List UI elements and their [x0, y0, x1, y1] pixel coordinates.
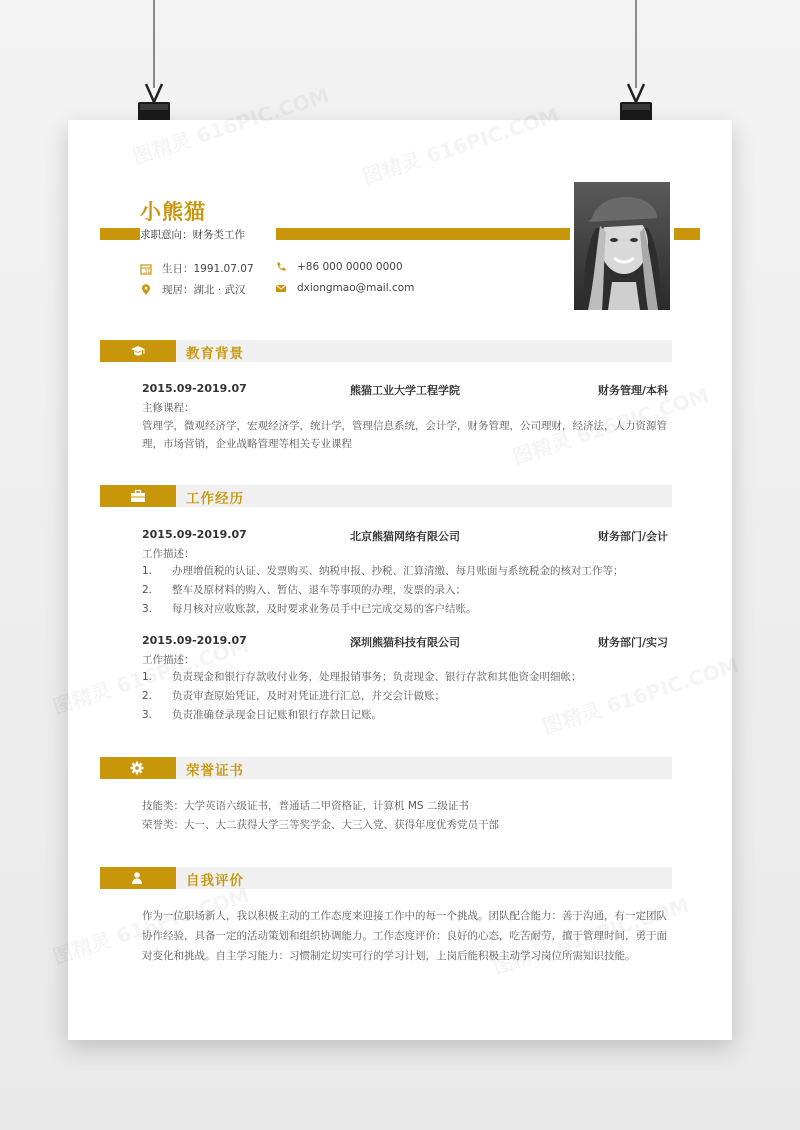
self-evaluation-text: 作为一位职场新人，我以积极主动的工作态度来迎接工作中的每一个挑战。团队配合能力：善于沟通，有一定团队协作经验，具备一定的活动策划和组织协调能力。工作态度评价：良好的心态，吃苦耐劳，擅于管理时间，勇于面对变化和挑战。自主学习能力：习惯制定切实可行的学习计划，上岗后能积极主动学习岗位所需知识技能。 [142, 910, 667, 962]
work-entry [142, 528, 668, 544]
section-tab [100, 757, 176, 779]
work-role: 财务部门/会计 [597, 530, 668, 543]
work-duty-list [142, 562, 676, 619]
work-date: 2015.09-2019.07 [142, 528, 247, 541]
section-header-work [100, 485, 672, 507]
svg-text:31: 31 [144, 268, 151, 275]
section-tab [100, 867, 176, 889]
location-pin-icon [140, 284, 152, 296]
mail-icon [275, 282, 287, 294]
list-text: 负责准确登录现金日记账和银行存款日记账。 [172, 709, 382, 721]
graduation-cap-icon [130, 344, 146, 358]
education-entry [142, 382, 668, 398]
list-item [142, 668, 676, 687]
calendar-icon [140, 263, 152, 275]
profile-photo [574, 182, 670, 310]
company-name: 深圳熊猫科技有限公司 [350, 636, 460, 649]
header-accent-bar [276, 228, 570, 240]
job-intent-label: 求职意向： [140, 229, 193, 241]
section-title: 工作经历 [186, 491, 244, 507]
list-number: 3. [142, 709, 153, 721]
list-item [142, 562, 676, 581]
section-header-self [100, 867, 672, 889]
section-title: 教育背景 [186, 346, 244, 362]
list-item [142, 600, 676, 619]
company-name: 北京熊猫网络有限公司 [350, 530, 460, 543]
course-label: 主修课程： [142, 402, 195, 414]
email-text: dxiongmao@mail.com [297, 282, 415, 294]
education-major: 财务管理/本科 [597, 384, 668, 397]
birth-text: 生日：1991.07.07 [162, 263, 254, 275]
list-text: 办理增值税的认证、发票购买、纳税申报、抄税、汇算清缴、每月账面与系统税金的核对工作等； [172, 565, 624, 577]
honor-awards: 荣誉类：大一、大二获得大学三等奖学金、大三入党、获得年度优秀党员干部 [142, 819, 499, 831]
list-number: 3. [142, 603, 153, 615]
hanging-string-right [635, 0, 637, 88]
work-role: 财务部门/实习 [597, 636, 668, 649]
phone-icon [275, 261, 287, 273]
briefcase-icon [130, 489, 146, 503]
header-accent-bar [100, 228, 140, 240]
residence-text: 现居：湖北 · 武汉 [162, 284, 246, 296]
list-item [142, 581, 676, 600]
hanging-string-left [153, 0, 155, 88]
phone-info [275, 261, 403, 273]
list-text: 每月核对应收账款，及时要求业务员手中已完成交易的客户结账。 [172, 603, 477, 615]
header-accent-bar [674, 228, 700, 240]
work-date: 2015.09-2019.07 [142, 634, 247, 647]
list-number: 2. [142, 690, 153, 702]
section-title: 荣誉证书 [186, 763, 244, 779]
residence-info [140, 282, 246, 297]
phone-text: +86 000 0000 0000 [297, 261, 403, 273]
section-title: 自我评价 [186, 873, 244, 889]
list-number: 2. [142, 584, 153, 596]
section-header-honors [100, 757, 672, 779]
course-list: 管理学，微观经济学，宏观经济学，统计学，管理信息系统，会计学，财务管理，公司理财，经济法，人力资源管理，市场营销，企业战略管理等相关专业课程 [142, 420, 667, 450]
job-intent-value: 财务类工作 [192, 229, 245, 241]
education-date: 2015.09-2019.07 [142, 382, 247, 395]
email-info [275, 282, 414, 294]
skills-certificates: 技能类：大学英语六级证书，普通话二甲资格证，计算机 MS 二级证书 [142, 800, 469, 812]
section-tab [100, 340, 176, 362]
school-name: 熊猫工业大学工程学院 [350, 384, 460, 397]
list-text: 整车及原材料的购入、暂估、退车等事项的办理，发票的录入； [172, 584, 466, 596]
birth-info [140, 261, 254, 276]
gear-icon [130, 761, 144, 775]
list-text: 负责审查原始凭证，及时对凭证进行汇总，并交会计做账； [172, 690, 445, 702]
section-tab [100, 485, 176, 507]
section-header-education [100, 340, 672, 362]
job-intent [140, 227, 245, 242]
resume-paper [68, 120, 732, 1040]
list-text: 负责现金和银行存款收付业务，处理报销事务；负责现金、银行存款和其他资金明细帐； [172, 671, 582, 683]
list-number: 1. [142, 565, 153, 577]
person-icon [130, 871, 144, 885]
list-number: 1. [142, 671, 153, 683]
candidate-name: 小熊猫 [140, 200, 206, 224]
work-desc-label: 工作描述： [142, 654, 195, 666]
work-desc-label: 工作描述： [142, 548, 195, 560]
